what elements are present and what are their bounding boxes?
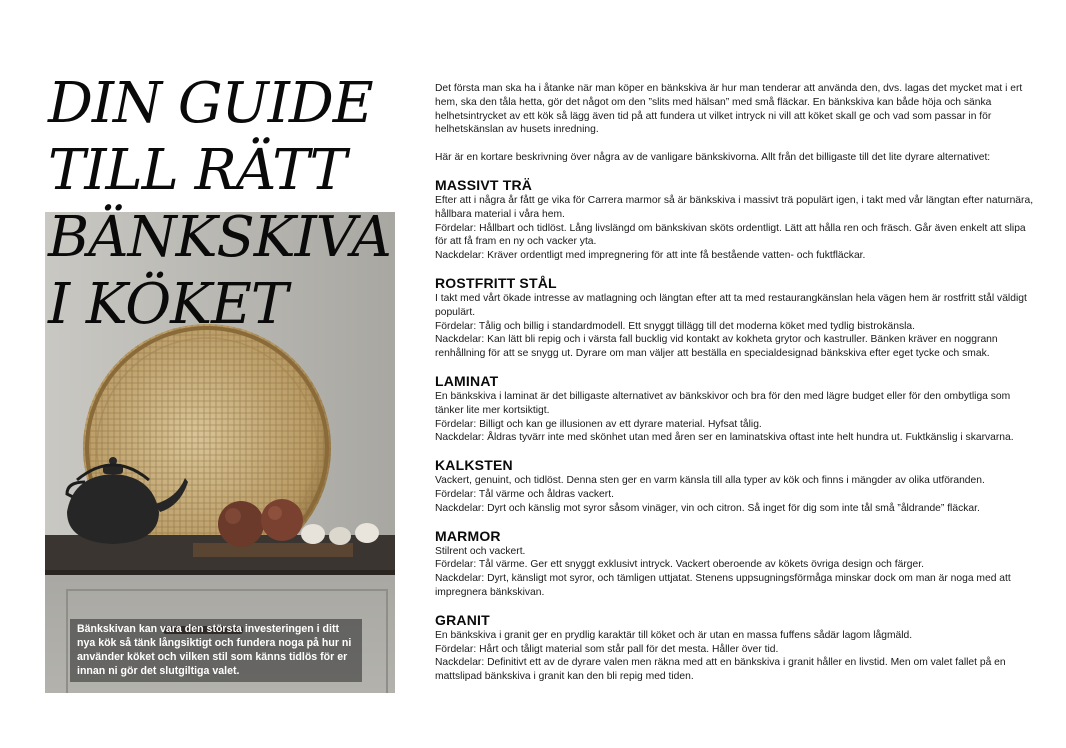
section-pros: Fördelar: Hårt och tåligt material som står pall för det mesta. Håller över tid.: [435, 643, 779, 655]
section-cons: Nackdelar: Kan lätt bli repig och i värsta fall bucklig vid kontakt av kokheta grytor och kastruller. Bänken kräver en noggrann renhållning för att se snygg ut. Dyrare om man väljer att beställa en specialdesignad bänkskiva efter eget tycke och smak.: [435, 334, 998, 360]
section-cons: Nackdelar: Åldras tyvärr inte med skönhet utan med åren ser en laminatskiva oftast inte helt hundra ut. Fuktkänslig i skarvarna.: [435, 432, 1014, 444]
section-cons: Nackdelar: Kräver ordentligt med impregnering för att inte få bestående vatten- och fuktfläckar.: [435, 250, 866, 262]
section-heading: MARMOR: [435, 527, 501, 544]
section-pros: Fördelar: Billigt och kan ge illusionen av ett dyrare material. Hyfsat tålig.: [435, 418, 762, 430]
intro-paragraph: Här är en kortare beskrivning över några av de vanligare bänkskivorna. Allt från det billigaste till det lite dyrare alternativet:: [435, 152, 991, 164]
section-pros: Fördelar: Tål värme. Ger ett snyggt exklusivt intryck. Vackert oberoende av kökets övriga design och färger.: [435, 559, 924, 571]
title-line: TILL RÄTT: [48, 138, 346, 203]
section-heading: GRANIT: [435, 611, 490, 628]
section-heading: LAMINAT: [435, 372, 499, 389]
title-line: BÄNKSKIVA: [48, 205, 391, 270]
section-pros: Fördelar: Hållbart och tidlöst. Lång livslängd om bänkskivan sköts ordentligt. Lätt att hålla ren och fräsch. Går även enkelt att slipa för att få fram en ny och vacker yta.: [435, 222, 1026, 248]
title-line: DIN GUIDE: [48, 71, 373, 136]
intro-paragraph: Det första man ska ha i åtanke när man köper en bänkskiva är hur man tenderar att använda den, dvs. lagas det mycket mat i ert hem, ska den tåla hetta, gör det något om den ”slits med hälsan” med små fläckar. En bänkskiva kan både höja och sänka helhetsintrycket av ett kök så lägg även tid på att fundera ut vilket intryck ni vill att köket skall ge och vad som passar in för helhetskänslan av husets inredning.: [435, 83, 1023, 136]
section-heading: MASSIVT TRÄ: [435, 176, 533, 193]
section-massivt-tra: [435, 177, 1035, 263]
section-laminat: [435, 373, 1035, 445]
title-line: I KÖKET: [48, 272, 288, 337]
section-description: Efter att i några år fått ge vika för Carrera marmor så är bänkskiva i massivt trä populärt igen, i takt med vår längtan efter naturnära, hållbara material i våra hem.: [435, 194, 1034, 220]
section-cons: Nackdelar: Definitivt ett av de dyrare valen men räkna med att en bänkskiva i granit håller en livstid. Men om valet fallet på en mattslipad bänkskiva i granit kan den bli repig med tiden.: [435, 657, 1006, 683]
section-description: En bänkskiva i granit ger en prydlig karaktär till köket och är utan en massa fuffens sådär lagom lågmäld.: [435, 629, 913, 641]
section-cons: Nackdelar: Dyrt och känslig mot syror såsom vinäger, vin och citron. Så inget för dig som inte tål små ”åldrande” fläckar.: [435, 502, 980, 514]
section-cons: Nackdelar: Dyrt, känsligt mot syror, och tämligen uttjatat. Stenens uppsugningsförmåga minskar dock om man är noga med att impregnera bänkskivan.: [435, 573, 1011, 598]
section-description: En bänkskiva i laminat är det billigaste alternativet av bänkskivor och bra för den med lägre budget eller för den ombytliga som tänker lite mer kortsiktigt.: [435, 390, 1011, 416]
image-caption: Bänkskivan kan vara den största investeringen i ditt nya kök så tänk långsiktigt och fundera noga på hur ni använder köket och vilken stil som känns tidlös för er innan ni gör det slutgiltiga valet.: [70, 619, 362, 682]
section-marmor: [435, 528, 1035, 600]
section-pros: Fördelar: Tålig och billig i standardmodell. Ett snyggt tillägg till det moderna köket med tydlig bistrokänsla.: [435, 320, 915, 332]
article-body: [435, 82, 1035, 696]
section-heading: ROSTFRITT STÅL: [435, 274, 557, 291]
section-description: Vackert, genuint, och tidlöst. Denna sten ger en varm känsla till alla typer av kök och finns i mängder av olika utföranden.: [435, 475, 985, 487]
section-description: Stilrent och vackert.: [435, 545, 526, 557]
section-kalksten: [435, 457, 1035, 515]
section-description: I takt med vårt ökade intresse av matlagning och längtan efter att ta med restaurangkänslan hela vägen hem är rostfritt stål väldigt populärt.: [435, 292, 1027, 318]
section-rostfritt-stal: [435, 275, 1035, 361]
section-pros: Fördelar: Tål värme och åldras vackert.: [435, 488, 614, 500]
section-granit: [435, 612, 1035, 684]
page-title: [48, 70, 408, 338]
section-heading: KALKSTEN: [435, 457, 513, 474]
